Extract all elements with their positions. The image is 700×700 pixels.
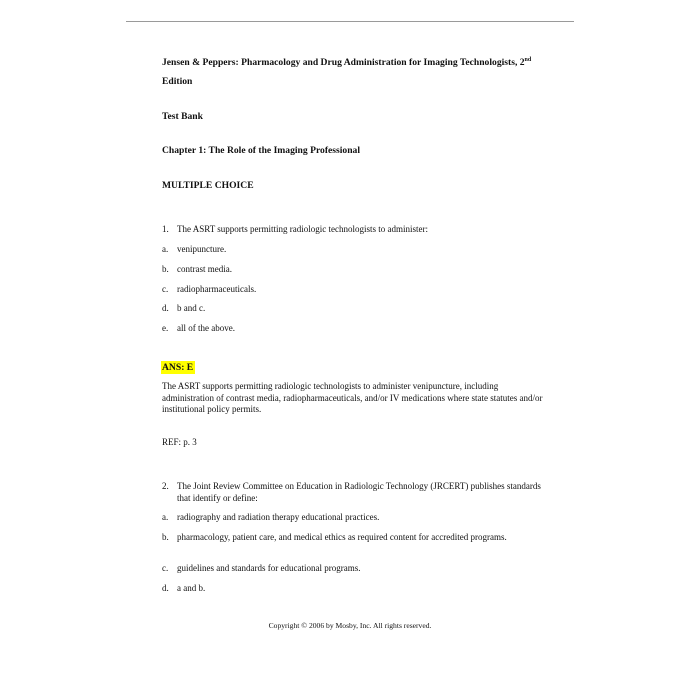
test-bank-heading: Test Bank	[162, 111, 203, 122]
edition-superscript: nd	[524, 56, 532, 63]
question-2-option-text: guidelines and standards for educational programs.	[177, 563, 361, 573]
top-divider	[126, 21, 574, 22]
book-title-text: Jensen & Peppers: Pharmacology and Drug Administration for Imaging Technologists, 2	[162, 57, 525, 68]
question-2-option-letter: d.	[162, 583, 169, 593]
question-1-option-text: b and c.	[177, 303, 206, 313]
question-1-option-letter: b.	[162, 264, 169, 274]
question-2-option-text: radiography and radiation therapy educational practices.	[177, 512, 380, 522]
question-1-option-text: radiopharmaceuticals.	[177, 284, 257, 294]
reference: REF: p. 3	[162, 437, 197, 447]
answer-explanation: The ASRT supports permitting radiologic technologists to administer venipuncture, including administration of contrast media, radiopharmaceuticals, and/or IV medications where state statutes and/or institutional policy permits.	[162, 381, 543, 414]
section-heading: MULTIPLE CHOICE	[162, 180, 254, 191]
question-2-option-text: a and b.	[177, 583, 206, 593]
question-2-text: The Joint Review Committee on Education in Radiologic Technology (JRCERT) publishes standards that identify or define:	[177, 481, 541, 503]
copyright-footer: Copyright © 2006 by Mosby, Inc. All rights reserved.	[268, 621, 432, 630]
question-1-option-letter: d.	[162, 303, 169, 313]
question-1-text: The ASRT supports permitting radiologic technologists to administer:	[177, 224, 429, 234]
question-1-option-letter: c.	[162, 284, 169, 294]
question-2-option-letter: b.	[162, 532, 169, 542]
question-1-option-letter: e.	[162, 323, 169, 333]
book-title-edition: Edition	[162, 76, 193, 87]
question-1-number: 1.	[162, 224, 169, 234]
question-1-option-text: venipuncture.	[177, 244, 227, 254]
question-1-option-letter: a.	[162, 244, 169, 254]
question-1-option-text: contrast media.	[177, 264, 232, 274]
chapter-heading: Chapter 1: The Role of the Imaging Professional	[162, 145, 361, 156]
question-2-option-letter: c.	[162, 563, 169, 573]
question-2-number: 2.	[162, 481, 169, 491]
book-title	[162, 57, 531, 69]
question-2-option-text: pharmacology, patient care, and medical ethics as required content for accredited programs.	[177, 532, 507, 542]
answer-key-highlight: ANS: E	[162, 362, 194, 373]
question-2-option-letter: a.	[162, 512, 169, 522]
question-1-option-text: all of the above.	[177, 323, 235, 333]
